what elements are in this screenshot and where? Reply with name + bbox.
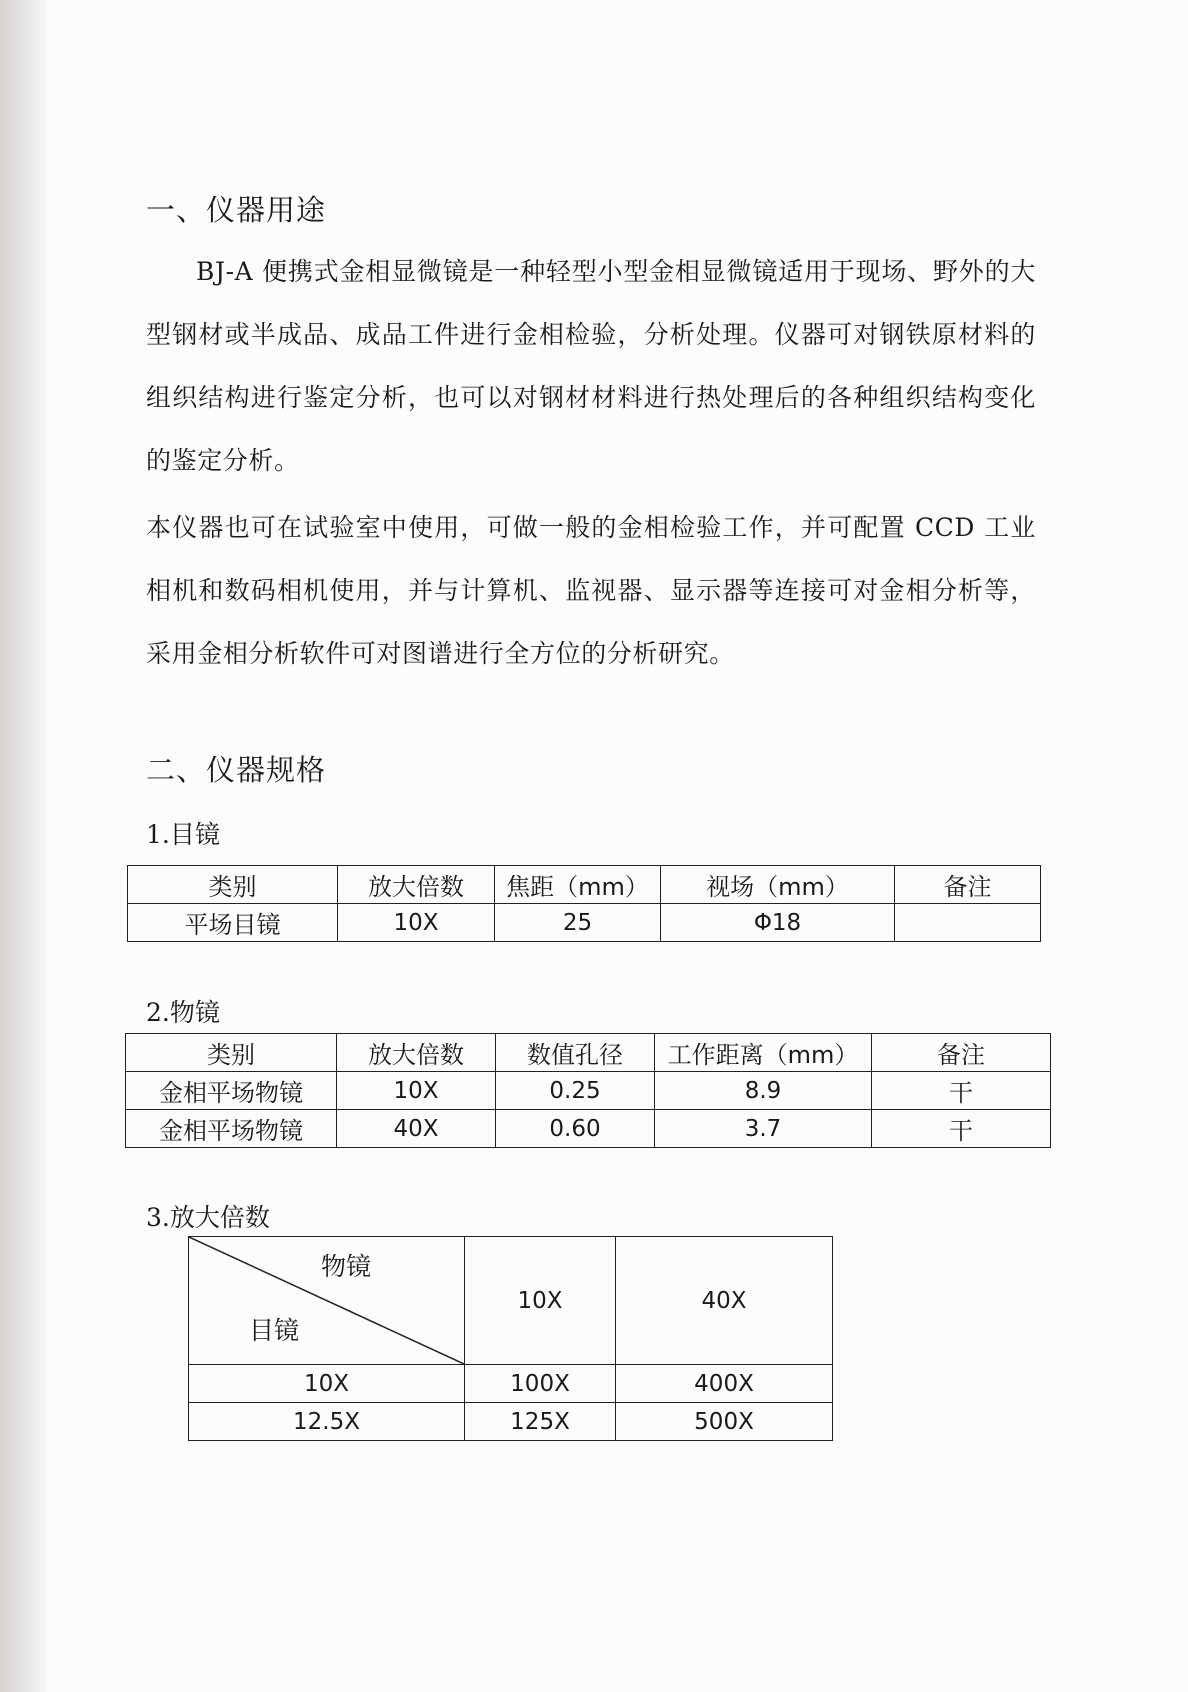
table-cell — [895, 904, 1041, 942]
section2-heading: 二、仪器规格 — [146, 753, 327, 787]
table-row — [189, 1403, 833, 1441]
table-cell: 10X — [338, 904, 495, 942]
table-cell: 金相平场物镜 — [126, 1110, 337, 1148]
objective-label: 2.物镜 — [146, 998, 220, 1027]
section1-paragraph-1: BJ-A 便携式金相显微镜是一种轻型小型金相显微镜适用于现场、野外的大型钢材或半成品、成品工件进行金相检验，分析处理。仪器可对钢铁原材料的组织结构进行鉴定分析，也可以对钢材材料进行热处理后的各种组织结构变化的鉴定分析。 — [146, 257, 1036, 475]
table-header-cell: 放大倍数 — [337, 1034, 496, 1072]
table-row — [126, 1110, 1051, 1148]
table-cell: 10X — [337, 1072, 496, 1110]
table-cell: 125X — [465, 1403, 616, 1441]
table-row — [189, 1365, 833, 1403]
corner-label-eyepiece: 目镜 — [249, 1316, 300, 1345]
table-header-row — [189, 1237, 833, 1365]
eyepiece-table — [127, 865, 1041, 942]
table-cell: 平场目镜 — [128, 904, 338, 942]
table-cell: 干 — [872, 1110, 1051, 1148]
table-cell: 40X — [337, 1110, 496, 1148]
table-header-cell: 备注 — [895, 866, 1041, 904]
table-cell: 金相平场物镜 — [126, 1072, 337, 1110]
table-cell: 12.5X — [189, 1403, 465, 1441]
table-header-cell: 放大倍数 — [338, 866, 495, 904]
table-header-cell: 备注 — [872, 1034, 1051, 1072]
table-row — [126, 1072, 1051, 1110]
table-row — [128, 904, 1041, 942]
table-cell: 400X — [616, 1365, 833, 1403]
table-cell: 0.60 — [496, 1110, 655, 1148]
table-cell: 8.9 — [655, 1072, 872, 1110]
eyepiece-label: 1.目镜 — [146, 820, 220, 849]
table-header-row — [126, 1034, 1051, 1072]
table-cell: 100X — [465, 1365, 616, 1403]
section1-heading: 一、仪器用途 — [146, 193, 327, 227]
diagonal-header-cell — [189, 1237, 465, 1365]
magnification-label: 3.放大倍数 — [146, 1203, 270, 1232]
table-header-cell: 数值孔径 — [496, 1034, 655, 1072]
corner-label-objective: 物镜 — [321, 1252, 372, 1281]
table-header-cell: 40X — [616, 1237, 833, 1365]
table-cell: 3.7 — [655, 1110, 872, 1148]
table-header-cell: 焦距（mm） — [495, 866, 661, 904]
table-header-cell: 10X — [465, 1237, 616, 1365]
table-cell: 10X — [189, 1365, 465, 1403]
objective-table — [125, 1033, 1051, 1148]
table-cell: Φ18 — [661, 904, 895, 942]
table-header-cell: 类别 — [126, 1034, 337, 1072]
section1-paragraph-2: 本仪器也可在试验室中使用，可做一般的金相检验工作，并可配置 CCD 工业相机和数码相机使用，并与计算机、监视器、显示器等连接可对金相分析等，采用金相分析软件可对图谱进行全方位的分析研究。 — [146, 513, 1036, 668]
table-cell: 25 — [495, 904, 661, 942]
table-header-row — [128, 866, 1041, 904]
table-cell: 0.25 — [496, 1072, 655, 1110]
table-cell: 干 — [872, 1072, 1051, 1110]
table-cell: 500X — [616, 1403, 833, 1441]
magnification-table — [188, 1236, 833, 1441]
table-header-cell: 类别 — [128, 866, 338, 904]
table-header-cell: 工作距离（mm） — [655, 1034, 872, 1072]
table-header-cell: 视场（mm） — [661, 866, 895, 904]
